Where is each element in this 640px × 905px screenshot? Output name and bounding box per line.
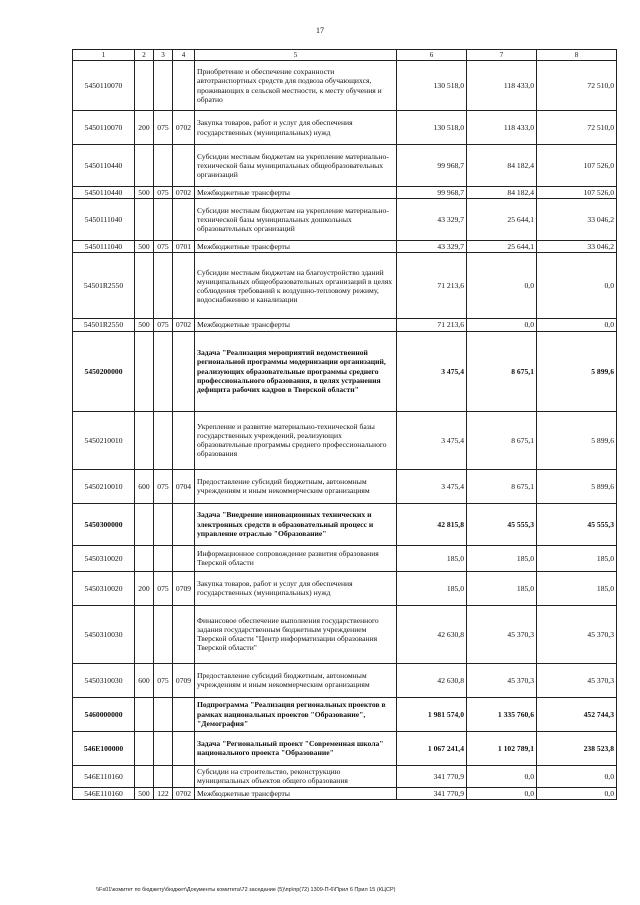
row-name-cell: Предоставление субсидий бюджетным, автономным учреждениям и иным некоммерческим организациям bbox=[195, 469, 397, 503]
row-code-cell: 5450300000 bbox=[73, 503, 135, 545]
row-amount-col8: 33 046,2 bbox=[537, 241, 617, 253]
table-body bbox=[73, 61, 617, 800]
row-amount-col6: 185,0 bbox=[397, 545, 467, 571]
col-header-5: 5 bbox=[195, 50, 397, 61]
row-amount-col7: 8 675,1 bbox=[467, 411, 537, 469]
row-section-code-cell bbox=[173, 605, 195, 663]
row-amount-col8: 185,0 bbox=[537, 571, 617, 605]
row-section-cell bbox=[135, 731, 154, 765]
row-amount-col7: 1 335 760,6 bbox=[467, 697, 537, 731]
row-amount-col7: 185,0 bbox=[467, 545, 537, 571]
table-row bbox=[73, 199, 617, 241]
row-name-cell: Информационное сопровождение развития образования Тверской области bbox=[195, 545, 397, 571]
row-amount-col8: 5 899,6 bbox=[537, 469, 617, 503]
row-section-cell: 600 bbox=[135, 663, 154, 697]
row-code-cell: 5450111040 bbox=[73, 241, 135, 253]
row-name-cell: Межбюджетные трансферты bbox=[195, 787, 397, 799]
table-row bbox=[73, 319, 617, 331]
row-name-cell: Закупка товаров, работ и услуг для обеспечения государственных (муниципальных) нужд bbox=[195, 571, 397, 605]
row-name-cell: Субсидии местным бюджетам на благоустройство зданий муниципальных общеобразовательных организаций в целях соблюдения требований к воздушно-тепловому режиму, водоснабжению и канализации bbox=[195, 253, 397, 319]
row-code-cell: 5450110070 bbox=[73, 111, 135, 145]
row-subsection-cell bbox=[154, 503, 173, 545]
table-row bbox=[73, 411, 617, 469]
row-code-cell: 5450310030 bbox=[73, 663, 135, 697]
row-section-code-cell bbox=[173, 545, 195, 571]
row-section-code-cell bbox=[173, 411, 195, 469]
row-name-cell: Межбюджетные трансферты bbox=[195, 319, 397, 331]
row-subsection-cell bbox=[154, 199, 173, 241]
row-section-cell bbox=[135, 253, 154, 319]
table-row bbox=[73, 469, 617, 503]
row-code-cell: 546E100000 bbox=[73, 731, 135, 765]
row-subsection-cell: 075 bbox=[154, 469, 173, 503]
row-amount-col6: 71 213,6 bbox=[397, 319, 467, 331]
row-amount-col6: 71 213,6 bbox=[397, 253, 467, 319]
row-section-cell: 500 bbox=[135, 241, 154, 253]
table-row bbox=[73, 61, 617, 111]
row-amount-col7: 84 182,4 bbox=[467, 187, 537, 199]
row-code-cell: 5460000000 bbox=[73, 697, 135, 731]
table-row bbox=[73, 145, 617, 187]
col-header-4: 4 bbox=[173, 50, 195, 61]
row-name-cell: Межбюджетные трансферты bbox=[195, 187, 397, 199]
row-section-cell: 200 bbox=[135, 571, 154, 605]
row-section-cell bbox=[135, 61, 154, 111]
row-amount-col6: 42 630,8 bbox=[397, 605, 467, 663]
col-header-2: 2 bbox=[135, 50, 154, 61]
file-path-footer: \\Fs01\комитет по бюджету\бюджет\Документы комитета\72 заседание (5)\пр\пр(72) 1309-П-6\Прил 6 Прил 15 (КЦСР) bbox=[96, 887, 396, 893]
row-amount-col6: 99 968,7 bbox=[397, 145, 467, 187]
table-row bbox=[73, 663, 617, 697]
col-header-1: 1 bbox=[73, 50, 135, 61]
table-row bbox=[73, 697, 617, 731]
row-subsection-cell bbox=[154, 61, 173, 111]
table-row bbox=[73, 731, 617, 765]
row-name-cell: Приобретение и обеспечение сохранности автотранспортных средств для подвоза обучающихся, проживающих в сельской местности, к месту обучения и обратно bbox=[195, 61, 397, 111]
row-section-cell bbox=[135, 765, 154, 787]
row-subsection-cell: 075 bbox=[154, 319, 173, 331]
row-amount-col8: 33 046,2 bbox=[537, 199, 617, 241]
row-subsection-cell: 075 bbox=[154, 111, 173, 145]
row-amount-col8: 238 523,8 bbox=[537, 731, 617, 765]
row-amount-col7: 8 675,1 bbox=[467, 469, 537, 503]
row-section-code-cell: 0704 bbox=[173, 469, 195, 503]
row-code-cell: 54501R2550 bbox=[73, 253, 135, 319]
row-section-code-cell bbox=[173, 697, 195, 731]
table-row bbox=[73, 605, 617, 663]
row-section-code-cell: 0702 bbox=[173, 187, 195, 199]
row-amount-col7: 0,0 bbox=[467, 787, 537, 799]
row-section-code-cell bbox=[173, 503, 195, 545]
row-code-cell: 5450310030 bbox=[73, 605, 135, 663]
table-row bbox=[73, 571, 617, 605]
row-amount-col7: 1 102 789,1 bbox=[467, 731, 537, 765]
row-code-cell: 5450310020 bbox=[73, 571, 135, 605]
row-name-cell: Задача "Региональный проект "Современная школа" национального проекта "Образование" bbox=[195, 731, 397, 765]
row-amount-col6: 3 475,4 bbox=[397, 469, 467, 503]
col-header-6: 6 bbox=[397, 50, 467, 61]
row-subsection-cell bbox=[154, 253, 173, 319]
table-row bbox=[73, 331, 617, 411]
col-header-7: 7 bbox=[467, 50, 537, 61]
row-amount-col8: 72 510,0 bbox=[537, 61, 617, 111]
row-amount-col6: 341 770,9 bbox=[397, 787, 467, 799]
row-amount-col6: 43 329,7 bbox=[397, 241, 467, 253]
row-code-cell: 5450210010 bbox=[73, 411, 135, 469]
row-section-cell: 200 bbox=[135, 111, 154, 145]
row-name-cell: Укрепление и развитие материально-технической базы государственных учреждений, реализующих образовательные программы среднего профессионального образования bbox=[195, 411, 397, 469]
row-amount-col8: 107 526,0 bbox=[537, 145, 617, 187]
row-amount-col6: 185,0 bbox=[397, 571, 467, 605]
table-row bbox=[73, 111, 617, 145]
page-number: 17 bbox=[316, 26, 324, 35]
row-name-cell: Межбюджетные трансферты bbox=[195, 241, 397, 253]
row-code-cell: 5450110070 bbox=[73, 61, 135, 111]
table-row bbox=[73, 253, 617, 319]
table-row bbox=[73, 765, 617, 787]
row-section-cell bbox=[135, 411, 154, 469]
row-subsection-cell: 075 bbox=[154, 241, 173, 253]
row-subsection-cell bbox=[154, 605, 173, 663]
budget-table bbox=[72, 49, 617, 800]
row-section-cell bbox=[135, 605, 154, 663]
row-amount-col7: 0,0 bbox=[467, 253, 537, 319]
row-amount-col7: 185,0 bbox=[467, 571, 537, 605]
row-amount-col7: 25 644,1 bbox=[467, 199, 537, 241]
row-section-cell bbox=[135, 199, 154, 241]
row-section-cell bbox=[135, 503, 154, 545]
row-subsection-cell bbox=[154, 145, 173, 187]
row-section-code-cell: 0709 bbox=[173, 663, 195, 697]
table-row bbox=[73, 241, 617, 253]
row-code-cell: 5450110440 bbox=[73, 145, 135, 187]
row-amount-col6: 130 518,0 bbox=[397, 111, 467, 145]
row-section-code-cell: 0709 bbox=[173, 571, 195, 605]
row-amount-col6: 1 067 241,4 bbox=[397, 731, 467, 765]
row-section-cell: 500 bbox=[135, 187, 154, 199]
row-amount-col7: 118 433,0 bbox=[467, 61, 537, 111]
row-amount-col8: 5 899,6 bbox=[537, 331, 617, 411]
row-subsection-cell bbox=[154, 697, 173, 731]
row-amount-col7: 45 370,3 bbox=[467, 605, 537, 663]
row-name-cell: Подпрограмма "Реализация региональных проектов в рамках национальных проектов "Образование", "Демография" bbox=[195, 697, 397, 731]
row-name-cell: Закупка товаров, работ и услуг для обеспечения государственных (муниципальных) нужд bbox=[195, 111, 397, 145]
row-amount-col6: 42 815,8 bbox=[397, 503, 467, 545]
row-code-cell: 5450110440 bbox=[73, 187, 135, 199]
row-amount-col7: 25 644,1 bbox=[467, 241, 537, 253]
row-amount-col7: 8 675,1 bbox=[467, 331, 537, 411]
row-section-code-cell bbox=[173, 145, 195, 187]
row-amount-col6: 99 968,7 bbox=[397, 187, 467, 199]
row-name-cell: Субсидии местным бюджетам на укрепление материально-технической базы муниципальных дошкольных образовательных организаций bbox=[195, 199, 397, 241]
row-subsection-cell bbox=[154, 545, 173, 571]
row-code-cell: 5450210010 bbox=[73, 469, 135, 503]
row-amount-col6: 130 518,0 bbox=[397, 61, 467, 111]
table-row bbox=[73, 545, 617, 571]
row-section-code-cell: 0702 bbox=[173, 111, 195, 145]
row-section-cell: 500 bbox=[135, 319, 154, 331]
row-amount-col8: 5 899,6 bbox=[537, 411, 617, 469]
row-subsection-cell bbox=[154, 731, 173, 765]
row-name-cell: Задача "Реализация мероприятий ведомственной региональной программы модернизации организаций, реализующих образовательные программы среднего профессионального образования, в целях устранения дефицита рабочих кадров в Тверской области" bbox=[195, 331, 397, 411]
row-subsection-cell bbox=[154, 411, 173, 469]
row-section-cell bbox=[135, 331, 154, 411]
row-section-code-cell bbox=[173, 765, 195, 787]
row-amount-col6: 341 770,9 bbox=[397, 765, 467, 787]
row-amount-col8: 72 510,0 bbox=[537, 111, 617, 145]
row-section-code-cell bbox=[173, 731, 195, 765]
row-subsection-cell: 122 bbox=[154, 787, 173, 799]
row-amount-col8: 185,0 bbox=[537, 545, 617, 571]
row-section-code-cell bbox=[173, 253, 195, 319]
row-name-cell: Субсидии на строительство, реконструкцию муниципальных объектов общего образования bbox=[195, 765, 397, 787]
row-section-cell bbox=[135, 545, 154, 571]
row-subsection-cell: 075 bbox=[154, 571, 173, 605]
row-amount-col8: 45 370,3 bbox=[537, 663, 617, 697]
row-section-code-cell bbox=[173, 61, 195, 111]
row-amount-col6: 42 630,8 bbox=[397, 663, 467, 697]
row-code-cell: 5450200000 bbox=[73, 331, 135, 411]
row-subsection-cell bbox=[154, 331, 173, 411]
row-name-cell: Задача "Внедрение инновационных технических и электронных средств в образовательный процесс и управление отраслью "Образование" bbox=[195, 503, 397, 545]
row-amount-col6: 3 475,4 bbox=[397, 331, 467, 411]
row-amount-col8: 45 370,3 bbox=[537, 605, 617, 663]
col-header-3: 3 bbox=[154, 50, 173, 61]
row-section-code-cell: 0702 bbox=[173, 319, 195, 331]
row-section-code-cell: 0702 bbox=[173, 787, 195, 799]
row-amount-col8: 45 555,3 bbox=[537, 503, 617, 545]
row-amount-col7: 0,0 bbox=[467, 765, 537, 787]
column-number-row bbox=[73, 50, 617, 61]
row-amount-col6: 43 329,7 bbox=[397, 199, 467, 241]
row-section-code-cell bbox=[173, 199, 195, 241]
row-amount-col8: 0,0 bbox=[537, 319, 617, 331]
row-section-cell bbox=[135, 145, 154, 187]
row-subsection-cell bbox=[154, 765, 173, 787]
row-section-code-cell bbox=[173, 331, 195, 411]
row-amount-col8: 0,0 bbox=[537, 765, 617, 787]
row-amount-col6: 1 981 574,0 bbox=[397, 697, 467, 731]
table-row bbox=[73, 187, 617, 199]
row-amount-col8: 0,0 bbox=[537, 253, 617, 319]
row-name-cell: Финансовое обеспечение выполнения государственного задания государственным бюджетным учреждением Тверской области "Центр информатизации образования Тверской области" bbox=[195, 605, 397, 663]
row-amount-col8: 0,0 bbox=[537, 787, 617, 799]
row-code-cell: 5450310020 bbox=[73, 545, 135, 571]
row-section-cell: 600 bbox=[135, 469, 154, 503]
col-header-8: 8 bbox=[537, 50, 617, 61]
row-code-cell: 54501R2550 bbox=[73, 319, 135, 331]
row-amount-col7: 45 555,3 bbox=[467, 503, 537, 545]
row-amount-col7: 118 433,0 bbox=[467, 111, 537, 145]
row-amount-col8: 107 526,0 bbox=[537, 187, 617, 199]
row-name-cell: Субсидии местным бюджетам на укрепление материально-технической базы муниципальных общеобразовательных организаций bbox=[195, 145, 397, 187]
row-amount-col7: 84 182,4 bbox=[467, 145, 537, 187]
row-amount-col7: 45 370,3 bbox=[467, 663, 537, 697]
row-section-cell: 500 bbox=[135, 787, 154, 799]
row-name-cell: Предоставление субсидий бюджетным, автономным учреждениям и иным некоммерческим организациям bbox=[195, 663, 397, 697]
row-section-cell bbox=[135, 697, 154, 731]
row-code-cell: 5450111040 bbox=[73, 199, 135, 241]
row-amount-col8: 452 744,3 bbox=[537, 697, 617, 731]
row-amount-col7: 0,0 bbox=[467, 319, 537, 331]
table-row bbox=[73, 787, 617, 799]
row-subsection-cell: 075 bbox=[154, 187, 173, 199]
table-row bbox=[73, 503, 617, 545]
row-subsection-cell: 075 bbox=[154, 663, 173, 697]
row-section-code-cell: 0701 bbox=[173, 241, 195, 253]
row-code-cell: 546E110160 bbox=[73, 765, 135, 787]
row-code-cell: 546E110160 bbox=[73, 787, 135, 799]
row-amount-col6: 3 475,4 bbox=[397, 411, 467, 469]
